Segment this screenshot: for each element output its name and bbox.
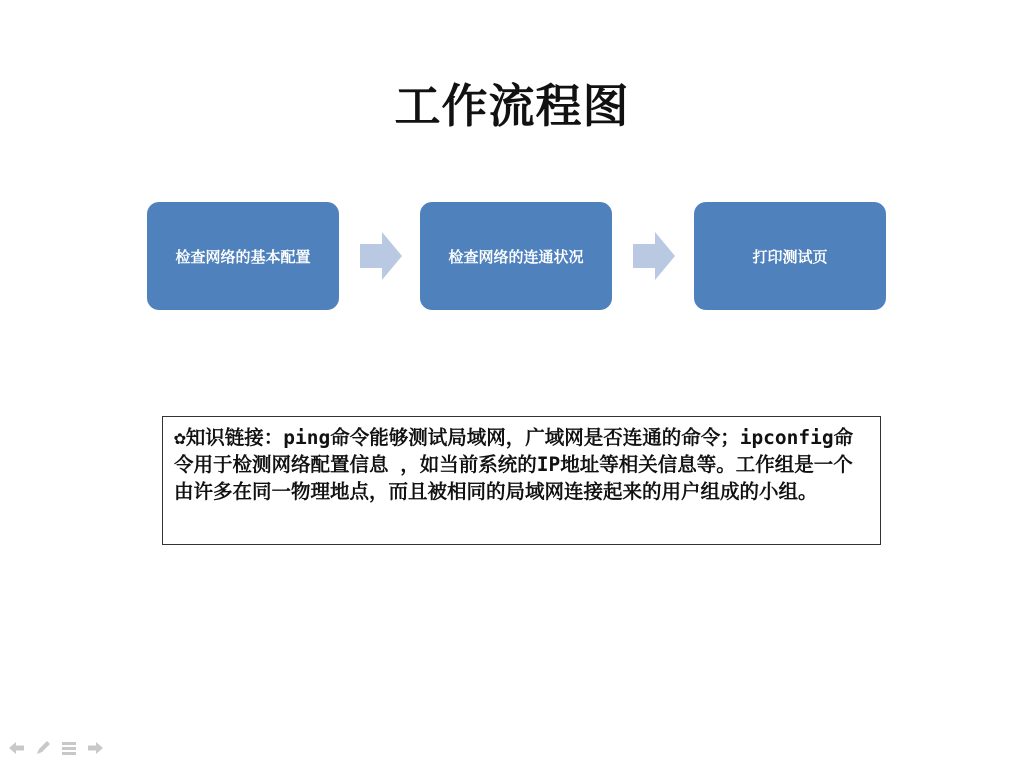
knowledge-link-box bbox=[162, 416, 881, 545]
slide-title: 工作流程图 bbox=[394, 79, 630, 133]
flow-arrow-2 bbox=[633, 232, 675, 280]
flow-step-1-label: 检查网络的基本配置 bbox=[175, 247, 311, 266]
knowledge-link-text: ✿知识链接：ping命令能够测试局域网，广域网是否连通的命令；ipconfig命令用于检测网络配置信息 ，如当前系统的IP地址等相关信息等。工作组是一个由许多在同一物理地点，而且被相同的局域网连接起来的用户组成的小组。 bbox=[174, 426, 854, 503]
flow-step-3 bbox=[694, 202, 886, 310]
menu-icon[interactable] bbox=[60, 739, 78, 757]
flow-arrow-1 bbox=[360, 232, 402, 280]
flow-step-2 bbox=[420, 202, 612, 310]
flow-step-1 bbox=[147, 202, 339, 310]
pen-icon[interactable] bbox=[34, 739, 52, 757]
forward-arrow-icon[interactable] bbox=[86, 739, 104, 757]
slideshow-nav-bar bbox=[8, 738, 104, 758]
flow-step-2-label: 检查网络的连通状况 bbox=[448, 247, 584, 266]
back-arrow-icon[interactable] bbox=[8, 739, 26, 757]
flow-step-3-label: 打印测试页 bbox=[752, 247, 828, 266]
